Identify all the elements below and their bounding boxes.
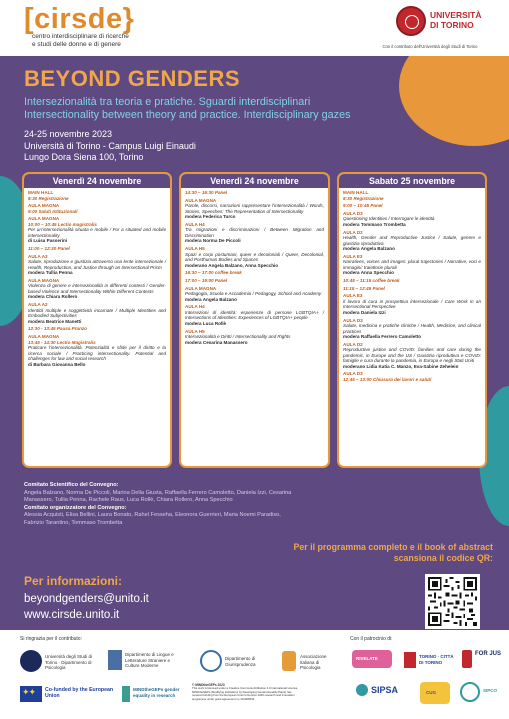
entry-time: 9:00 Saluti Istituzionali [28, 208, 78, 214]
entry-room: AULA MAGNA [28, 334, 60, 339]
entry-moderator: modera Angela Balzano [343, 246, 395, 252]
entry-room: AULA E3 [343, 293, 363, 299]
schedule-entry [343, 371, 481, 382]
entry-room: AULA MAGNA [28, 277, 60, 283]
schedule-entry [343, 254, 481, 276]
entry-room: AULA D2 [343, 229, 363, 235]
sipco-logo-text: SIPCO [483, 688, 498, 693]
contact-email-link[interactable]: beyondgenders@unito.it [24, 593, 149, 605]
entry-title: Identità multiple e soggettività incarnate / Multiple Identities and Embodied Subjectivities [28, 307, 166, 319]
entry-time: 16:30 – 17:00 coffee break [185, 270, 242, 276]
schedule-entry [28, 278, 166, 300]
schedule-entry [343, 342, 481, 370]
entry-moderator: modera Tommaso Trombetta [343, 221, 406, 227]
psychology-dept-logo-text: Università degli Studi di Torino · Dipartimento di Psicologia [45, 654, 93, 670]
entry-room: AULA D2 [343, 341, 363, 347]
unito-name-line-1: UNIVERSITÀ [430, 10, 482, 20]
day-schedule [24, 188, 170, 371]
entry-moderator: modera Angela Balzano [185, 296, 237, 302]
entry-moderator: modera Chiara Rollero [28, 294, 78, 300]
event-info [24, 129, 324, 164]
entry-room: AULA H4 [185, 304, 205, 310]
event-subtitle-en: Intersectionality between theory and practice. Interdisciplinary gazes [24, 109, 351, 121]
day-header: Venerdì 24 novembre [181, 174, 328, 188]
schedule-entry [343, 203, 481, 209]
entry-time: 12:45 – 13:00 Chiusura dei lavori e saluti [343, 376, 432, 382]
schedule-entry [343, 278, 481, 284]
unito-seal-icon [396, 6, 426, 36]
day-schedule [339, 188, 485, 387]
schedule-entry [28, 203, 166, 214]
contacts [24, 592, 149, 623]
contacts-title: Per informazioni: [24, 574, 123, 588]
entry-room: AULA MAGNA [28, 203, 60, 209]
entry-room: AULA H5 [185, 246, 205, 252]
header [0, 0, 509, 56]
entry-room: AULA E3 [343, 253, 363, 259]
entry-moderator: modera Anna Specchio [343, 270, 394, 276]
entry-room: MAIN HALL [343, 190, 369, 195]
entry-title: Pedagogia, Scuola e Accademia / Pedagogy, School and Academy [185, 291, 322, 297]
schedule-entry [185, 278, 324, 284]
entry-moderator: moderano Angela Balzano, Anna Specchio [185, 262, 279, 268]
entry-time: 17:00 – 19:00 Panel [185, 277, 228, 283]
entry-time: 8:30 Registrazione [343, 195, 384, 201]
day-schedule [181, 188, 328, 349]
entry-room: AULA MAGNA [185, 197, 217, 203]
unito-name-line-2: DI TORINO [430, 20, 474, 30]
main-band [0, 56, 509, 630]
sipsa-logo-text: SIPSA [371, 685, 399, 695]
schedule-entry [28, 246, 166, 252]
psychology-dept-logo-icon [20, 650, 42, 672]
cirsde-sub-line-1: centro interdisciplinare di ricerche [32, 33, 129, 40]
entry-title: Reproductive justice and COVID: families and care during the pandemic, in Europe and the US / Giustizia riproduttiva e COVID: famiglie e cura durante la pandemia, in Europa e negli Stati Uniti [343, 347, 481, 364]
day-header: Sabato 25 novembre [339, 174, 485, 188]
torino-city-logo-icon [404, 652, 416, 668]
rivelate-logo-text: RIVELATE [356, 656, 378, 661]
schedule-entry [28, 254, 166, 276]
schedule-entry [185, 190, 324, 196]
schedule-entry [185, 270, 324, 276]
mindthegeps-logo-icon [122, 686, 130, 702]
schedule-entry [185, 222, 324, 244]
entry-room: AULA D3 [343, 371, 363, 377]
entry-room: AULA MAGNA [185, 285, 217, 291]
entry-moderator: modera Luca Rollè [185, 320, 227, 326]
cug-logo-text: CUG [426, 690, 436, 695]
day-friday-afternoon [179, 172, 330, 468]
entry-time: 12:30 - 13:45 Pausa Pranzo [28, 326, 87, 332]
entry-time: 13:45 - 14:30 Lectio Magistralis [28, 339, 96, 345]
schedule-entry [185, 304, 324, 326]
entry-title: Intersezioni di identità: esperienze di persone LGBTQIA+ / Intersections of Identities: Experiences of LGBTQIA+ people [185, 309, 324, 321]
entry-room: AULA A3 [28, 253, 48, 259]
organizing-committee-names: Alessia Acquisti, Elisa Bellini, Laura Bonato, Rahel Fesseha, Eleonora Guerrieri, Maria Noemi Paradiso, Fabrizio Tarantino, Tommaso Trombetta [24, 512, 281, 526]
unito-name [430, 10, 500, 30]
entry-title: Parole, discorsi, narrazioni rappresentare l'intersezionalità / Words, Stories, Speeches: The Representation of Intersectionality [185, 203, 324, 214]
sipco-logo-icon [460, 682, 480, 702]
eu-cofunded-text: Co-funded by the European Union [45, 687, 114, 699]
entry-time: 8:30 Registrazione [28, 195, 69, 201]
program-note: Per il programma completo e il book of abstract scansiona il codice QR: [293, 542, 493, 563]
entry-title: Salute, medicina e pratiche cliniche / Health, Medicine, and clinical practices [343, 323, 481, 334]
licence-text: This work is licensed under a Creative Commons Attribution 4.0 International License. MINDtheGEPs (Modifying Institutions by Developing Gender Equality Plans) has received funding from the European Union's Horizon 2020 research and innovation programme under grant agreement no 101006533. [192, 686, 299, 701]
eu-flag-icon: ✦✦ [20, 686, 42, 702]
entry-title: Spazi e corpi postumani, queer e decoloniali / Queer, Decolonial, and Posthuman Bodies and Spaces [185, 251, 324, 263]
licence-head: © MINDtheGEPs 2023 [192, 683, 225, 687]
entry-title: Per un'intersezionalità situata e mobile / For a situated and mobile intersectionality [28, 227, 166, 238]
entry-time: 14:30 – 16:30 Panel [185, 190, 228, 195]
aip-logo-text: Associazione Italiana di Psicologia [300, 654, 327, 670]
entry-moderator: modera Federica Turco [185, 214, 236, 220]
event-address: Lungo Dora Siena 100, Torino [24, 152, 144, 162]
scientific-committee-names: Angela Balzano, Norma De Piccoli, Marina Della Giusta, Raffaella Ferrero Camoletto, Daniela Izzi, Cesarina Manassero, Tullia Penna, Rachele Raus, Luca Rollè, Chiara Rollero, Anna Specchio [24, 489, 292, 504]
event-subtitle [24, 96, 484, 122]
schedule-entry [28, 216, 166, 244]
event-dates: 24-25 novembre 2023 [24, 129, 113, 139]
schedule-entry [185, 329, 324, 346]
contact-website-link[interactable]: www.cirsde.unito.it [24, 608, 120, 621]
entry-room: AULA MAGNA [28, 216, 60, 222]
schedule-entry [343, 286, 481, 292]
entry-title: Praticare l'intersezionalità. Potenzialità e sfide per il diritto e la ricerca sociale / Practicing intersectionality. Potential and challenges for law and social research [28, 345, 166, 361]
entry-moderator: modera Norma De Piccoli [185, 238, 241, 244]
organizing-committee-label: Comitato organizzatore del Convegno: [24, 504, 127, 511]
schedule-entry [185, 286, 324, 303]
sipsa-logo-icon [356, 684, 368, 696]
committees [24, 482, 292, 528]
entry-title: Il lavoro di cura in prospettiva intersezionale / Care Work in an Intersectional Perspective [343, 298, 481, 310]
schedule-entry [28, 190, 166, 201]
entry-title: Narratives, voices and images: plural trajectories / Narrative, voci e immagini: traiettorie plurali [343, 259, 481, 270]
aip-logo-icon [282, 651, 296, 671]
culture-dept-logo-text: Dipartimento di Lingue e Letterature Straniere e Culture Moderne [125, 652, 174, 668]
entry-time: 10:45 – 11:15 coffee break [343, 277, 400, 283]
schedule-entry [28, 302, 166, 324]
cirsde-logo-subtitle [32, 33, 172, 48]
footer [0, 630, 509, 719]
mindthegeps-logo-text: MINDtheGEPs gender equality in research [133, 687, 180, 698]
patronage-label: Con il patrocinio di: [350, 636, 393, 642]
entry-room: AULA D3 [343, 317, 363, 323]
cirsde-logo [24, 3, 164, 50]
entry-moderator: di Barbara Giovanna Bello [28, 361, 86, 367]
entry-title: Salute, riproduzione e giustizia attraverso una lente intersezionale / Health, Reproduction, and Justice through an Intersectional Prism [28, 259, 166, 270]
entry-title: Health, Gender and Reproductive Justice / Salute, genere e giustizia riproduttiva [343, 235, 481, 246]
entry-time: 10:00 – 10:45 Lectio magistralis [28, 221, 97, 227]
day-saturday [337, 172, 487, 468]
day-header: Venerdì 24 novembre [24, 174, 170, 188]
unito-contribution-note: Con il contributo dell'Università degli Studi di Torino [382, 44, 478, 49]
entry-time: 9:00 – 10:45 Panel [343, 203, 383, 209]
schedule-entry [343, 190, 481, 201]
forjus-logo-icon [462, 650, 472, 668]
event-subtitle-it: Intersezionalità tra teoria e pratiche. Sguardi interdisciplinari [24, 96, 311, 108]
law-dept-logo-text: Dipartimento di Giurisprudenza [225, 656, 256, 667]
qr-code[interactable] [425, 574, 480, 629]
torino-city-logo-text: TORINO · CITTÀ DI TORINO [419, 654, 454, 665]
entry-moderator: moderano Lidia Katia C. Manzo, Eva-Sabine Zehelein [343, 363, 459, 369]
schedule-entry [343, 318, 481, 340]
entry-time: 11:00 – 12:30 Panel [28, 246, 70, 252]
entry-time: 11:15 – 12:45 Panel [343, 285, 385, 291]
law-dept-logo-icon [200, 650, 222, 672]
schedule-entry [343, 293, 481, 315]
entry-moderator: di Luisa Passerini [28, 238, 68, 244]
cirsde-sub-line-2: e studi delle donne e di genere [32, 40, 121, 48]
licence-note [192, 684, 300, 701]
scientific-committee-label: Comitato Scientifico del Convegno: [24, 482, 119, 488]
schedule-entry [28, 326, 166, 332]
schedule-entry [28, 334, 166, 367]
entry-room: MAIN HALL [28, 190, 54, 195]
schedule-entry [343, 211, 481, 228]
entry-moderator: modera Raffaella Ferrero Camoletto [343, 334, 422, 339]
qr-code-icon [428, 577, 477, 626]
entry-moderator: modera Cesarina Manassero [185, 339, 248, 345]
entry-room: AULA A2 [28, 302, 48, 308]
entry-title: Tra migrazioni e discriminazioni / Between Migration and Discrimination [185, 227, 324, 238]
entry-room: AULA H5 [185, 328, 205, 334]
entry-title: Intersezionalità e Diritti / Intersectionality and Rights [185, 334, 291, 339]
day-friday-morning [22, 172, 172, 468]
thanks-label: Si ringrazia per il contributo: [20, 636, 82, 642]
culture-dept-logo-icon [108, 650, 122, 670]
entry-title: Violenza di genere e intersezionalità in differenti contesti / Gender-based Violence and Intersectionality Within Different Contexts [28, 283, 166, 294]
entry-title: Questioning Identities / Interrogare le identità [343, 216, 435, 222]
schedule-entry [185, 246, 324, 268]
cirsde-logo-word: [cirsde} [24, 3, 135, 35]
entry-room: AULA D3 [343, 210, 363, 216]
event-venue: Università di Torino - Campus Luigi Einaudi [24, 140, 196, 151]
forjus-logo-text: FOR JUS [475, 651, 502, 657]
entry-moderator: modera Tullia Penna [28, 270, 73, 276]
entry-room: AULA H4 [185, 221, 205, 227]
entry-moderator: modera Daniela Izzi [343, 309, 386, 315]
schedule-entry [185, 198, 324, 220]
entry-moderator: modera Beatrice Manetti [28, 318, 82, 324]
schedule-entry [343, 230, 481, 252]
event-title: BEYOND GENDERS [24, 66, 241, 91]
